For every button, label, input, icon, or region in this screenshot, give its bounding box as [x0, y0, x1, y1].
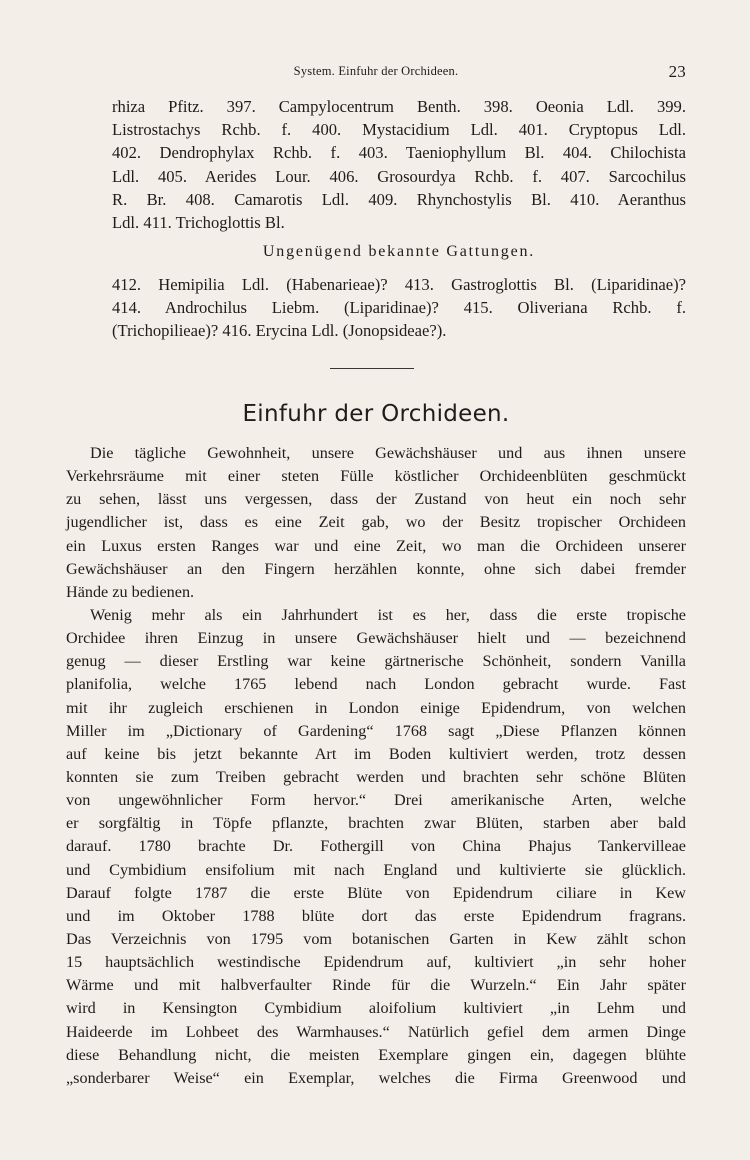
body-text — [66, 442, 686, 1090]
body-line: wird in Kensington Cymbidium aloifolium kultiviert „in Lehm und — [66, 999, 686, 1018]
catalog-line: Ldl. 405. Aerides Lour. 406. Grosourdya Rchb. f. 407. Sarcochilus — [112, 166, 686, 186]
uncertain-genera-title: Ungenügend bekannte Gattungen. — [262, 243, 536, 260]
catalog-line: Ldl. 411. Trichoglottis Bl. — [112, 212, 285, 232]
body-line: konnten sie zum Treiben gebracht werden und brachten sehr schöne Blüten — [66, 767, 686, 786]
running-head-title: System. Einfuhr der Orchideen. — [293, 64, 459, 78]
body-line: Wenig mehr als ein Jahrhundert ist es her, dass die erste tropische — [90, 605, 686, 624]
body-line: Gewächshäuser an den Fingern herzählen konnte, ohne sich dabei fremder — [66, 559, 686, 578]
body-line: darauf. 1780 brachte Dr. Fothergill von China Phajus Tankervilleae — [66, 837, 686, 856]
uncertain-genera-list — [112, 273, 686, 343]
section-divider — [330, 368, 414, 369]
genus-catalog — [112, 95, 686, 234]
body-line: jugendlicher ist, dass es eine Zeit gab, wo der Besitz tropischer Orchideen — [66, 513, 686, 532]
chapter-heading: Einfuhr der Orchideen. — [242, 401, 510, 427]
catalog-line: R. Br. 408. Camarotis Ldl. 409. Rhynchostylis Bl. 410. Aeranthus — [112, 189, 686, 209]
body-line: ein Luxus ersten Ranges war und eine Zeit, wo man die Orchideen unserer — [66, 536, 686, 555]
page-number: 23 — [668, 62, 686, 81]
body-line: Haideerde im Lohbeet des Warmhauses.“ Natürlich gefiel dem armen Dinge — [66, 1022, 686, 1041]
catalog-line: rhiza Pfitz. 397. Campylocentrum Benth. 398. Oeonia Ldl. 399. — [112, 97, 686, 116]
body-line: planifolia, welche 1765 lebend nach London gebracht wurde. Fast — [66, 675, 686, 694]
body-line: Darauf folgte 1787 die erste Blüte von Epidendrum ciliare in Kew — [66, 883, 686, 902]
body-line: Die tägliche Gewohnheit, unsere Gewächshäuser und aus ihnen unsere — [90, 444, 686, 462]
body-line: zu sehen, lässt uns vergessen, dass der Zustand von heut ein noch sehr — [66, 490, 686, 509]
body-line: mit ihr zugleich erschienen in London einige Epidendrum, von welchen — [66, 698, 686, 717]
body-line: Wärme und mit halbverfaulter Rinde für die Wurzeln.“ Ein Jahr später — [66, 976, 686, 995]
body-line: 15 hauptsächlich westindische Epidendrum auf, kultiviert „in sehr hoher — [66, 953, 686, 972]
body-line: von ungewöhnlicher Form hervor.“ Drei amerikanische Arten, welche — [66, 791, 686, 810]
body-line: auf keine bis jetzt bekannte Art im Boden kultiviert werden, trotz dessen — [66, 744, 686, 763]
body-line: und Cymbidium ensifolium mit nach England und kultivierte sie glücklich. — [66, 860, 686, 879]
running-head — [66, 64, 686, 84]
uncertain-line: 414. Androchilus Liebm. (Liparidinae)? 415. Oliveriana Rchb. f. — [112, 298, 686, 318]
body-line: genug — dieser Erstling war keine gärtnerische Schönheit, sondern Vanilla — [66, 652, 686, 671]
uncertain-line: 412. Hemipilia Ldl. (Habenariеae)? 413. Gastroglottis Bl. (Liparidinae)? — [112, 275, 686, 294]
body-line: „sonderbarer Weise“ ein Exemplar, welches die Firma Greenwood und — [66, 1068, 686, 1087]
body-line: er sorgfältig in Töpfe pflanzte, brachten zwar Blüten, starben aber bald — [66, 814, 686, 833]
body-line: Verkehrsräume mit einer steten Fülle köstlicher Orchideenblüten geschmückt — [66, 467, 686, 486]
catalog-line: Listrostachys Rchb. f. 400. Mystacidium Ldl. 401. Cryptopus Ldl. — [112, 120, 686, 140]
body-line: Miller im „Dictionary of Gardening“ 1768 sagt „Diese Pflanzen können — [66, 721, 686, 740]
catalog-line: 402. Dendrophylax Rchb. f. 403. Taeniophyllum Bl. 404. Chilochista — [112, 143, 686, 163]
body-line: und im Oktober 1788 blüte dort das erste Epidendrum fragrans. — [66, 906, 686, 925]
uncertain-line: (Trichopilieae)? 416. Erycina Ldl. (Jonopsideae?). — [112, 321, 447, 341]
body-line: Hände zu bedienen. — [66, 582, 195, 601]
body-line: Das Verzeichnis von 1795 vom botanischen Garten in Kew zählt schon — [66, 929, 686, 948]
body-line: Orchidee ihren Einzug in unsere Gewächshäuser hielt und — bezeichnend — [66, 629, 686, 648]
body-line: diese Behandlung nicht, die meisten Exemplare gingen ein, dagegen blühte — [66, 1045, 686, 1064]
